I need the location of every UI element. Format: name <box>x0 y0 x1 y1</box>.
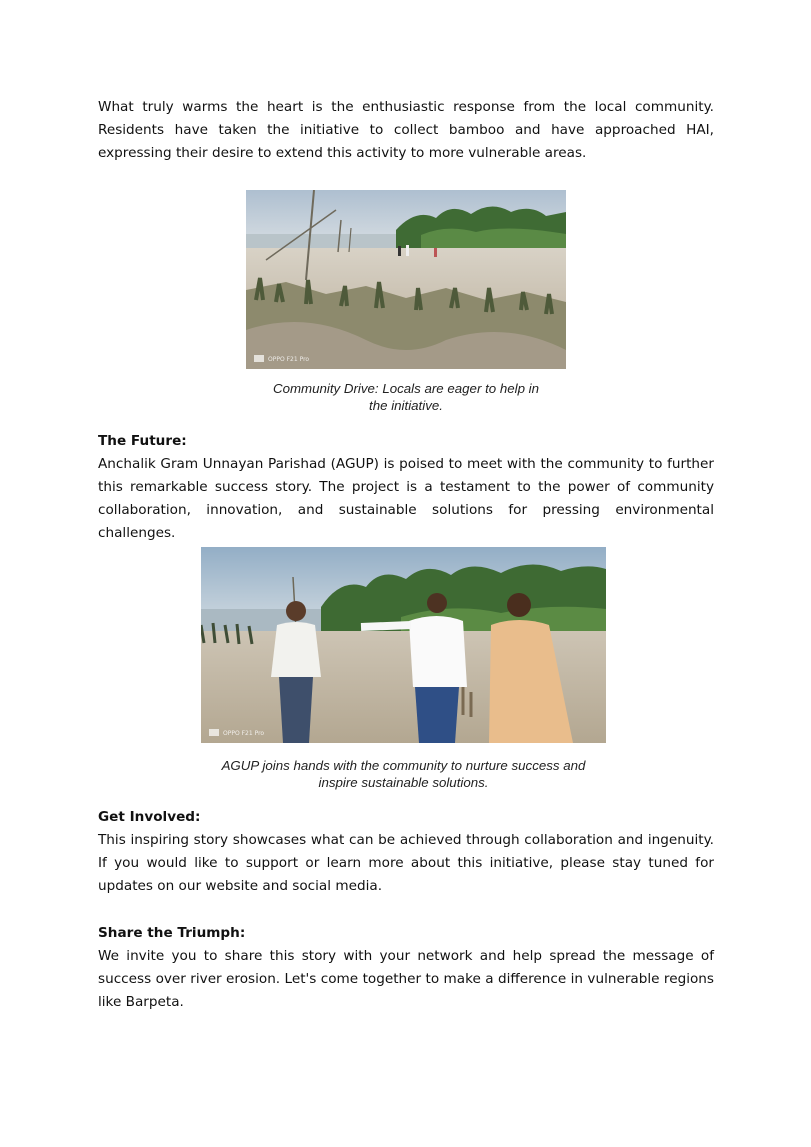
figure-2-caption-line-1: AGUP joins hands with the community to nurture success and <box>221 758 586 773</box>
get-involved-heading: Get Involved: <box>98 809 201 825</box>
photo-watermark: OPPO F21 Pro <box>223 730 265 737</box>
intro-paragraph: What truly warms the heart is the enthusiastic response from the local community. Residents have taken the initiative to collect bamboo and have approached HAI, expressing their desire to extend this activity to more vulnerable areas. <box>98 99 714 161</box>
share-paragraph: We invite you to share this story with your network and help spread the message of success over river erosion. Let's come together to make a difference in vulnerable regions like Barpeta. <box>98 948 714 1010</box>
share-heading: Share the Triumph: <box>98 925 246 941</box>
future-paragraph: Anchalik Gram Unnayan Parishad (AGUP) is poised to meet with the community to further this remarkable success story. The project is a testament to the power of community collaboration, innovation, and sustainable solutions for pressing environmental challenges. <box>98 456 714 541</box>
community-drive-photo <box>246 190 566 369</box>
figure-1-caption-line-1: Community Drive: Locals are eager to help in <box>272 381 540 396</box>
agup-meeting-photo <box>201 547 606 743</box>
get-involved-section <box>98 806 714 898</box>
future-section <box>98 430 714 545</box>
figure-2-caption-line-2: inspire sustainable solutions. <box>318 775 489 790</box>
future-heading: The Future: <box>98 433 187 449</box>
figure-1-caption <box>246 380 566 414</box>
photo-watermark: OPPO F21 Pro <box>268 356 310 363</box>
get-involved-paragraph: This inspiring story showcases what can be achieved through collaboration and ingenuity. If you would like to support or learn more about this initiative, please stay tuned for updates on our website and social media. <box>98 832 714 894</box>
share-section <box>98 922 714 1014</box>
figure-1-caption-line-2: the initiative. <box>369 398 443 413</box>
figure-2-caption <box>201 757 606 791</box>
